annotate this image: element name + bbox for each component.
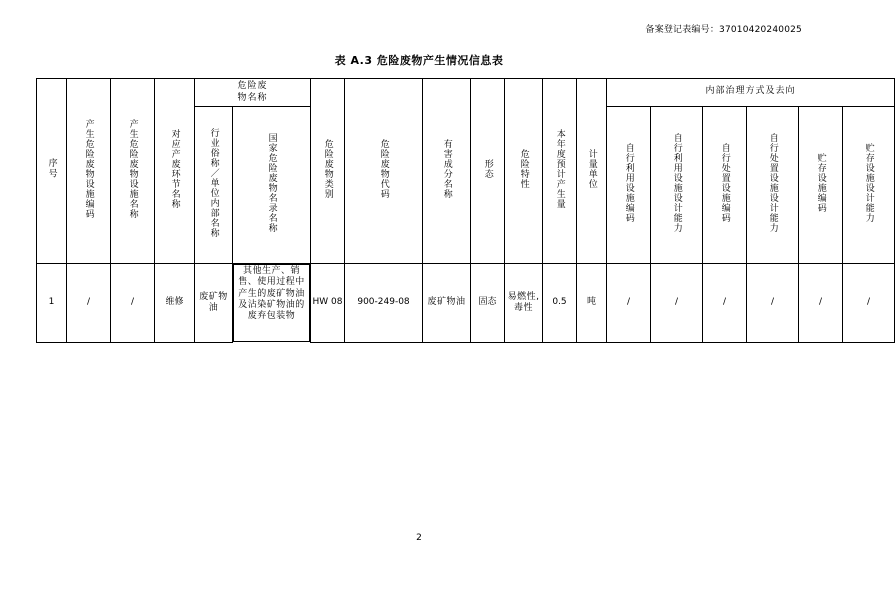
- cell-national-catalog-name: 其他生产、销售、使用过程中产生的废矿物油及沾染矿物油的废弃包装物: [233, 264, 310, 342]
- hazardous-waste-table: [36, 78, 895, 343]
- header-group-internal-treatment: [607, 79, 895, 107]
- header-national-catalog-name: [233, 106, 311, 264]
- header-storage-code: [799, 106, 843, 264]
- page-number: 2: [416, 533, 422, 543]
- header-self-disposal-code-label: 自行处置设施编码: [719, 142, 730, 223]
- header-process-link-label: 对应产废环节名称: [169, 128, 180, 209]
- cell-waste-category: HW 08: [311, 264, 345, 343]
- header-national-catalog-name-label: 国家危险废物名录名称: [266, 132, 277, 233]
- cell-hazard-property: 易燃性,毒性: [505, 264, 543, 343]
- header-hazard-component: [423, 79, 471, 264]
- header-hazard-property: [505, 79, 543, 264]
- header-group-waste-name-label: 危险废 物名称: [237, 81, 268, 104]
- header-facility-code: [67, 79, 111, 264]
- cell-unit: 吨: [577, 264, 607, 343]
- cell-storage-code: /: [799, 264, 843, 343]
- header-annual-estimate-label: 本年度预计产生量: [554, 128, 565, 209]
- header-physical-form: [471, 79, 505, 264]
- cell-hazard-component: 废矿物油: [423, 264, 471, 343]
- header-industry-name: [195, 106, 233, 264]
- cell-physical-form: 固态: [471, 264, 505, 343]
- header-hazard-component-label: 有害成分名称: [441, 138, 452, 199]
- header-storage-capacity-label: 贮存设施设计能力: [863, 142, 874, 223]
- header-self-disposal-code: [703, 106, 747, 264]
- header-storage-capacity: [843, 106, 895, 264]
- cell-storage-capacity: /: [843, 264, 895, 343]
- cell-self-use-code: /: [607, 264, 651, 343]
- header-facility-name: [111, 79, 155, 264]
- header-waste-category-label: 危险废物类别: [322, 138, 333, 199]
- cell-seq: 1: [37, 264, 67, 343]
- header-waste-code: [345, 79, 423, 264]
- table-row: [37, 264, 895, 343]
- header-unit: [577, 79, 607, 264]
- header-self-disposal-capacity-label: 自行处置设施设计能力: [767, 132, 778, 233]
- header-physical-form-label: 形态: [482, 158, 493, 179]
- header-waste-code-label: 危险废物代码: [378, 138, 389, 199]
- header-process-link: [155, 79, 195, 264]
- header-self-use-code: [607, 106, 651, 264]
- header-seq-label: 序号: [46, 158, 57, 180]
- header-group-internal-treatment-label: 内部治理方式及去向: [705, 86, 796, 97]
- header-self-use-capacity-label: 自行利用设施设计能力: [671, 132, 682, 233]
- cell-facility-name: /: [111, 264, 155, 343]
- header-storage-code-label: 贮存设施编码: [815, 152, 826, 213]
- registration-number: 备案登记表编号：37010420240025: [645, 25, 802, 35]
- header-group-waste-name: [195, 79, 311, 107]
- cell-self-use-capacity: /: [651, 264, 703, 343]
- header-self-use-capacity: [651, 106, 703, 264]
- header-self-use-code-label: 自行利用设施编码: [623, 142, 634, 223]
- cell-industry-name: 废矿物油: [195, 264, 233, 343]
- header-industry-name-label: 行业俗称／单位内部名称: [208, 127, 219, 238]
- header-facility-name-label: 产生危险废物设施名称: [127, 118, 138, 219]
- header-unit-label: 计量单位: [586, 148, 597, 189]
- header-seq: [37, 79, 67, 264]
- header-facility-code-label: 产生危险废物设施编码: [83, 118, 94, 219]
- cell-facility-code: /: [67, 264, 111, 343]
- header-self-disposal-capacity: [747, 106, 799, 264]
- cell-annual-estimate: 0.5: [543, 264, 577, 343]
- cell-self-disposal-code: /: [703, 264, 747, 343]
- header-waste-category: [311, 79, 345, 264]
- header-annual-estimate: [543, 79, 577, 264]
- cell-process-link: 维修: [155, 264, 195, 343]
- page-title: 表 A.3 危险废物产生情况信息表: [334, 54, 504, 67]
- cell-self-disposal-capacity: /: [747, 264, 799, 343]
- table-header-group-row: [37, 79, 895, 107]
- cell-waste-code: 900-249-08: [345, 264, 423, 343]
- header-hazard-property-label: 危险特性: [518, 148, 529, 189]
